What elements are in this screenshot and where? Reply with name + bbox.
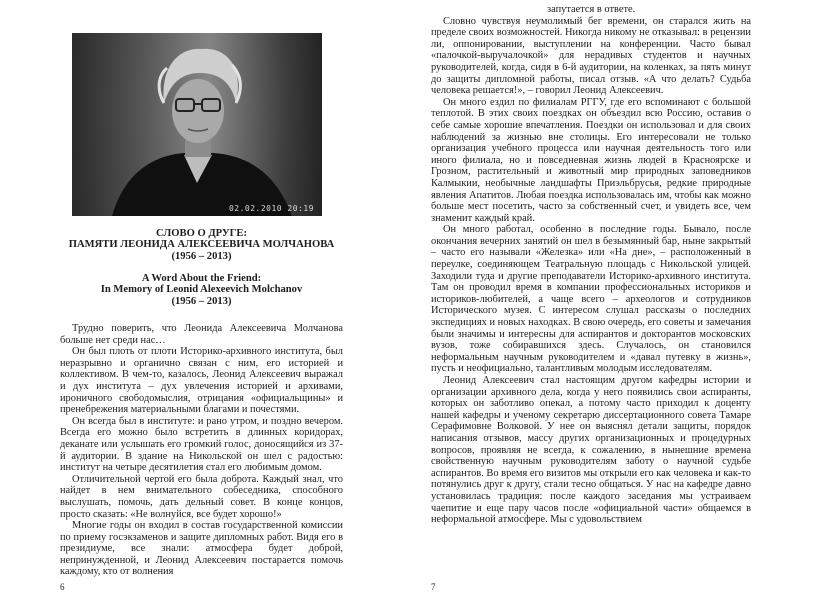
title-russian (60, 228, 343, 262)
photo-timestamp: 02.02.2010 20:19 (228, 204, 314, 213)
paragraph: Отличительной чертой его была доброта. Каждый знал, что найдет в нем внимательного собеседника, способного выслушать, помочь, дать дельный совет. В конце концов, просто сказать: «Не волнуйся, все будет хорошо!» (60, 473, 343, 520)
portrait-photo (72, 33, 322, 216)
left-body-text (60, 323, 343, 578)
title-en-years: (1956 – 2013) (171, 295, 232, 307)
title-ru-line1: СЛОВО О ДРУГЕ: (156, 228, 247, 239)
title-ru-years: (1956 – 2013) (171, 250, 232, 262)
right-body-text (431, 4, 751, 526)
paragraph: запутается в ответе. (547, 4, 636, 15)
paragraph: Он много работал, особенно в последние годы. Бывало, после окончания вечерних занятий он шел в безымянный бар, ныне закрытый – часто его называли «Железка» или «На дне», – расположенный в переулке, соединяющем Театральную площадь с Никольской улицей. Заходили туда и другие преподаватели Историко-архивного института. Там он проводил время в компании профессиональных историков и историков-любителей, а чаще всего – археологов и сотрудников Исторического музея. С интересом слушал рассказы о последних экспедициях и новых находках. В свою очередь, его советы и замечания были значимы и интересны для аспирантов и докторантов московских вузов, тоже собиравшихся здесь. Случалось, он становился неформальным научным руководителем и «давал путевку в жизнь», пусть и неофициально, талантливым молодым исследователям. (431, 224, 751, 375)
paragraph: Он много ездил по филиалам РГГУ, где его вспоминают с большой теплотой. В этих своих поездках он объездил всю Россию, оставив о себе самые хорошие впечатления. Поездки он использовал и для своих наблюдений за жизнью вне столицы. Его интересовали не только организация учебного процесса или научная деятельность того или иного филиала, но и повседневная жизнь людей в Красноярске и Грозном, растительный и животный мир природных заповедников Калмыкии, необычные ландшафты Приэльбрусья, редкие природные явления Апатитов. Любая поездка использовалась им, чтобы как можно больше мест посетить, часто за собственный счет, и увидеть все, чем знаменит каждый край. (431, 96, 751, 224)
title-en-line1: A Word About the Friend: (141, 273, 262, 284)
paragraph: Словно чувствуя неумолимый бег времени, он старался жить на пределе своих возможностей. Никогда никому не отказывал: в рецензии ли, оппонировании, выступлении на конференции. Часто бывал «палочкой-выручалочкой» для нерадивых студентов и научных руководителей, когда, сидя в 6-й аудитории, на коленках, за пять минут до защиты дипломной работы, писал отзыв. «А что делать? Судьба человека решается!», – говорил Леонид Алексеевич. (431, 15, 751, 97)
paragraph: Многие годы он входил в состав государственной комиссии по приему госэкзаменов и защите дипломных работ. Видя его в президиуме, все знали: атмосфера будет доброй, непринужденной, и Леонид Алексеевич постарается помочь каждому, кто от волнения (60, 520, 343, 578)
title-ru-line2: ПАМЯТИ ЛЕОНИДА АЛЕКСЕЕВИЧА МОЛЧАНОВА (68, 239, 335, 251)
paragraph: Леонид Алексеевич стал настоящим другом кафедры истории и организации архивного дела, когда у него появились свои аспиранты, которых он заботливо опекал, а потому часто приходил к доценту нашей кафедры и ученому секретарю диссертационного совета Тамаре Серафимовне Волковой. У нее он выяснял детали защиты, порядок написания отзывов, массу других организационных и процедурных вопросов, проявляя не всегда, к сожалению, в нынешние времена свойственную научным руководителям заботу о научной судьбе аспирантов. Во время его визитов мы открыли его как человека и как-то потянулись друг к другу, стали тесно общаться. У нас на кафедре давно установилась традиция: после каждого заседания мы устраиваем чаепитие и еще пару часов после «официальной части» общаемся в неформальной атмосфере. Мы с удовольствием (431, 375, 751, 526)
title-en-line2: In Memory of Leonid Alexeevich Molchanov (100, 284, 303, 296)
right-page (410, 0, 820, 609)
paragraph: Он всегда был в институте: и рано утром, и поздно вечером. Всегда его можно было встретить в длинных коридорах, деканате или услышать его громкий голос, доносящийся из 37-й аудитории. В здание на Никольской он шел с радостью: институт на четыре десятилетия стал его любимым домом. (60, 415, 343, 474)
title-english (60, 273, 343, 307)
page-number-left: 6 (60, 582, 65, 592)
portrait-figure (72, 33, 322, 216)
page-number-right: 7 (431, 582, 436, 592)
paragraph: Трудно поверить, что Леонида Алексеевича Молчанова больше нет среди нас… (60, 323, 343, 346)
paragraph: Он был плоть от плоти Историко-архивного института, был неразрывно и органично связан с ним, его историей и коллективом. В чем-то, казалось, Леонид Алексеевич выражал и дух института – дух увлечения историей и архивами, ироничного свободомыслия, отрицания «официальщины» и пренебрежения материальными благами и почестями. (60, 346, 343, 416)
